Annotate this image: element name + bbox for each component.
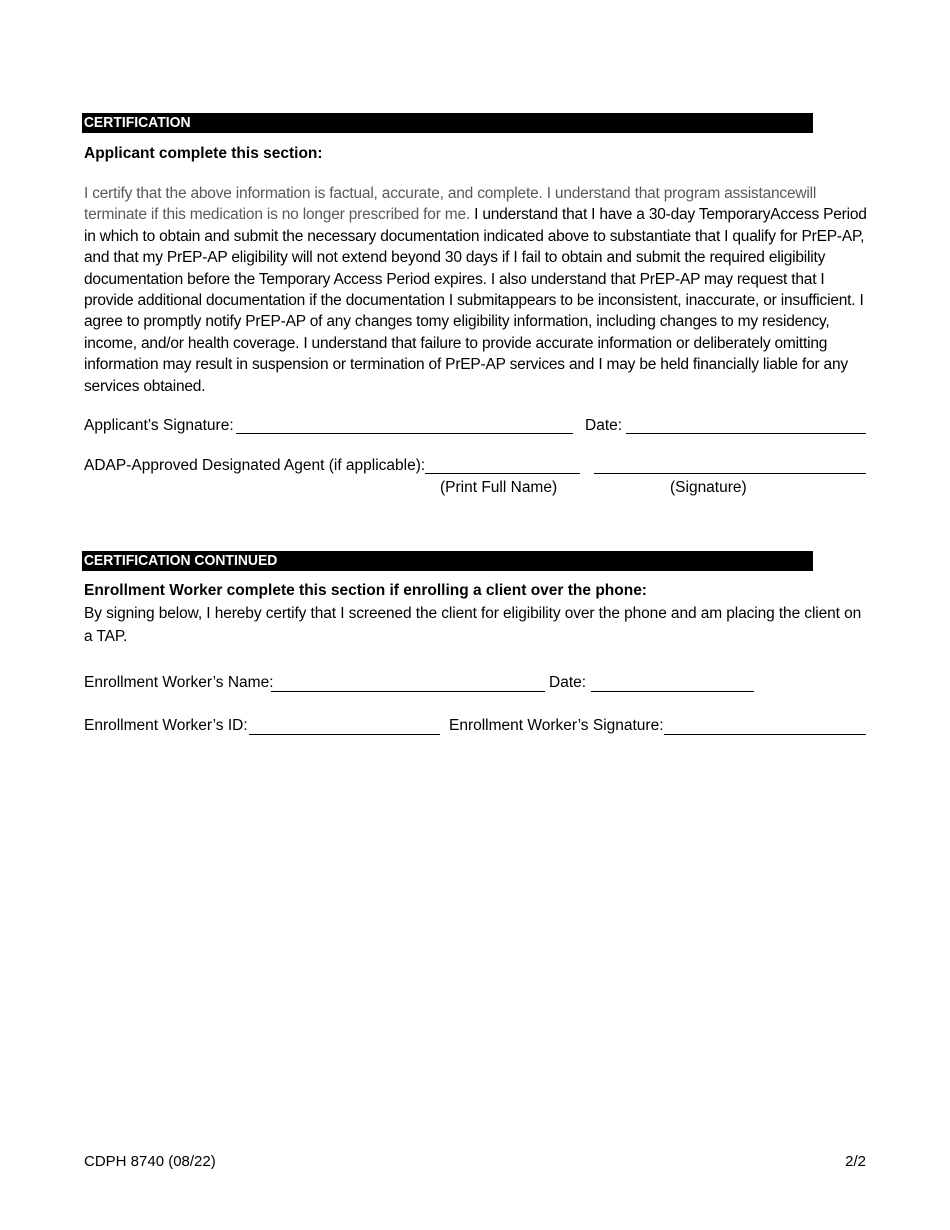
- agent-print-name-field[interactable]: [425, 473, 580, 474]
- agent-signature-field[interactable]: [594, 473, 866, 474]
- worker-signature-label: Enrollment Worker’s Signature:: [449, 717, 664, 734]
- worker-name-label: Enrollment Worker’s Name:: [84, 674, 274, 691]
- worker-date-field[interactable]: [591, 691, 754, 692]
- page-number: 2/2: [845, 1153, 866, 1170]
- form-id: CDPH 8740 (08/22): [84, 1153, 216, 1170]
- applicant-date-field[interactable]: [626, 433, 866, 434]
- worker-name-field[interactable]: [271, 691, 545, 692]
- certification-statement-intro: I certify that the above information is factual, accurate, and complete. I understand that program assistancewill terminate if this medication is no longer prescribed for me.: [84, 185, 817, 224]
- certification-continued-header: CERTIFICATION CONTINUED: [82, 551, 813, 571]
- print-full-name-caption: (Print Full Name): [440, 479, 558, 496]
- certification-statement-body: I understand that I have a 30-day TemporaryAccess Period in which to obtain and submit the necessary documentation indicated above to substantiate that I qualify for PrEP-AP, and that my PrEP-AP eligibility will not extend beyond 30 days if I fail to obtain and submit the required eligibility documentation before the Temporary Access Period expires. I also understand that PrEP-AP may request that I provide additional documentation if the documentation I submitappears to be inconsistent, inaccurate, or insufficient. I agree to promptly notify PrEP-AP of any changes tomy eligibility information, including changes to my residency, income, and/or health coverage. I understand that failure to provide accurate information or deliberately omitting information may result in suspension or termination of PrEP-AP services and I may be held financially liable for any services obtained.: [84, 206, 867, 395]
- worker-signature-field[interactable]: [664, 734, 866, 735]
- signature-caption: (Signature): [670, 479, 747, 496]
- worker-date-label: Date:: [549, 674, 587, 691]
- enrollment-worker-subheading: Enrollment Worker complete this section if enrolling a client over the phone:: [84, 582, 647, 599]
- worker-id-label: Enrollment Worker’s ID:: [84, 717, 248, 734]
- certification-header: CERTIFICATION: [82, 113, 813, 133]
- applicant-section-subheading: Applicant complete this section:: [84, 145, 323, 162]
- applicant-date-label: Date:: [585, 417, 623, 434]
- applicant-signature-field[interactable]: [236, 433, 573, 434]
- worker-id-field[interactable]: [249, 734, 440, 735]
- designated-agent-label: ADAP-Approved Designated Agent (if applicable):: [84, 457, 426, 474]
- applicant-signature-label: Applicant’s Signature:: [84, 417, 234, 434]
- certification-statement: [84, 183, 869, 397]
- enrollment-worker-statement: By signing below, I hereby certify that I screened the client for eligibility over the phone and am placing the client on a TAP.: [84, 605, 862, 645]
